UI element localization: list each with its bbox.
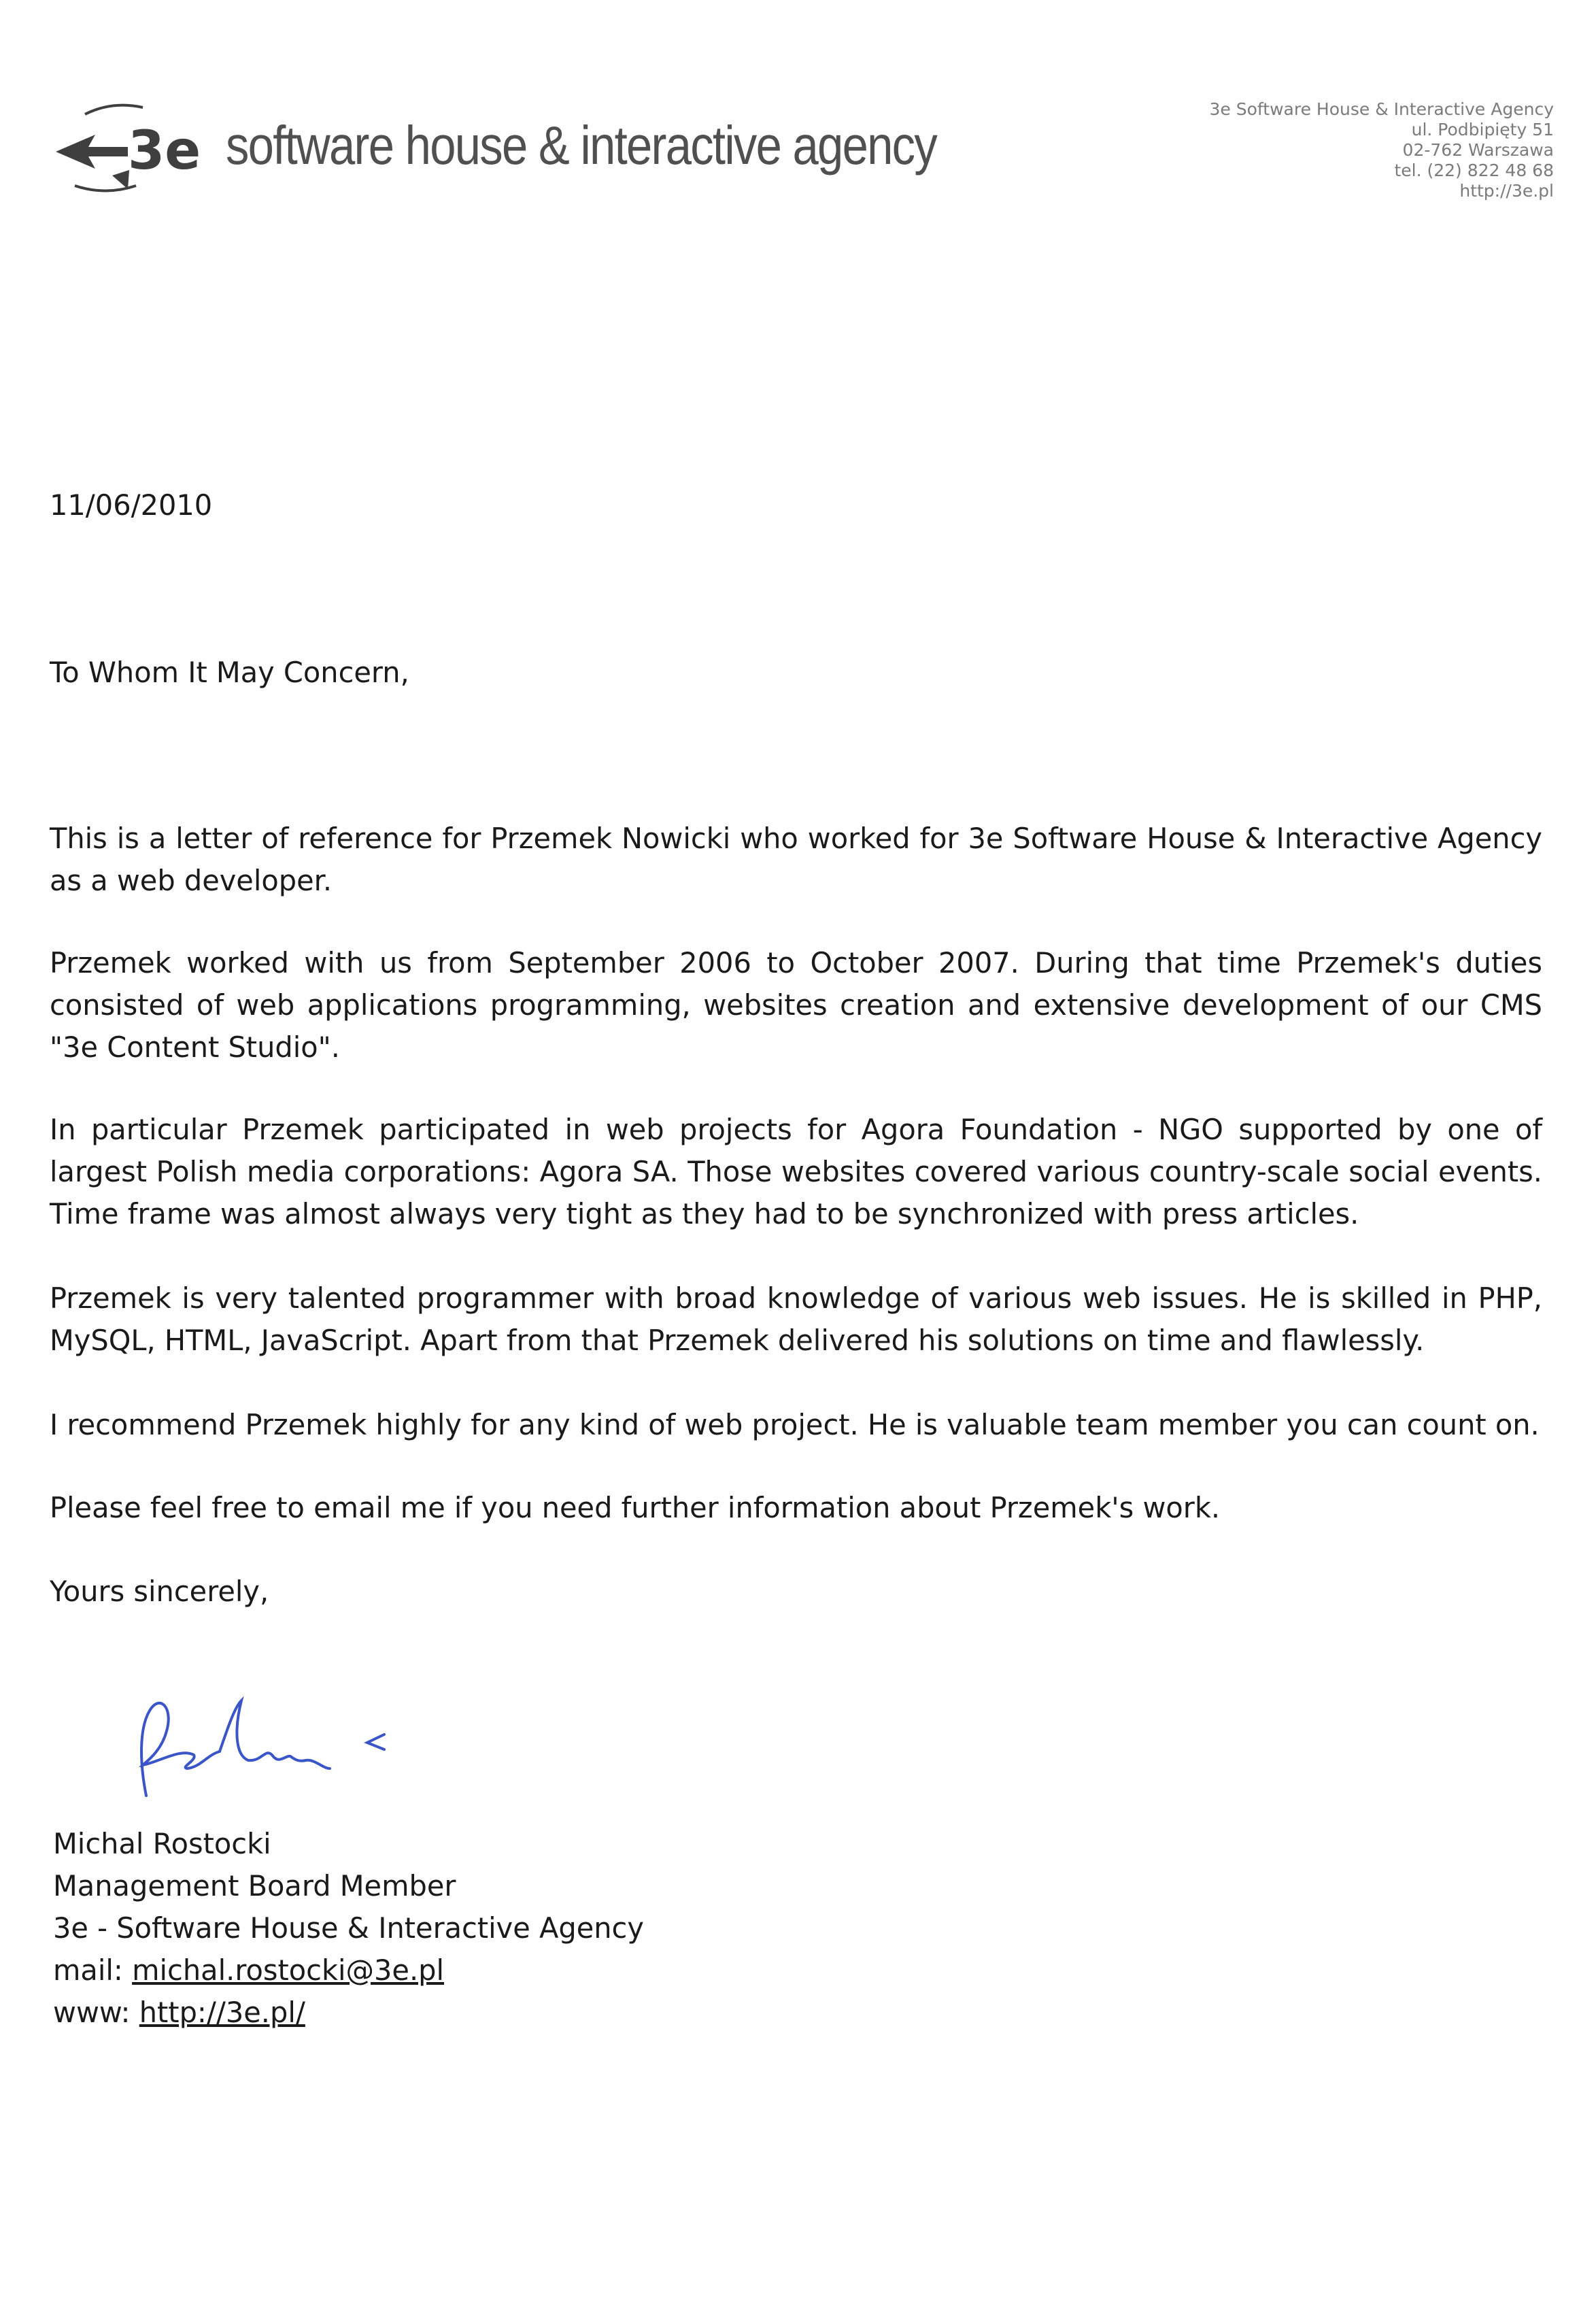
address-line: tel. (22) 822 48 68 — [1394, 161, 1554, 180]
address-line: 02-762 Warszawa — [1402, 140, 1554, 160]
paragraph-employment: Przemek worked with us from September 2006 to October 2007. During that time Przemek's duties consisted of web applications programming, websites creation and extensive development of our CMS "3e Content Studio". — [50, 946, 1542, 1064]
3e-logo-icon — [48, 94, 211, 196]
letter-date: 11/06/2010 — [50, 488, 213, 522]
signatory-title: Management Board Member — [53, 1869, 456, 1902]
www-label: www: — [53, 1996, 139, 2029]
paragraph-skills: Przemek is very talented programmer with broad knowledge of various web issues. He is skilled in PHP, MySQL, HTML, JavaScript. Apart from that Przemek delivered his solutions on time and flawlessly. — [50, 1281, 1542, 1357]
handwritten-signature — [133, 1680, 418, 1816]
salutation: To Whom It May Concern, — [50, 656, 409, 689]
signatory-block — [53, 1823, 644, 2034]
company-address — [1210, 99, 1554, 201]
address-line: 3e Software House & Interactive Agency — [1209, 99, 1554, 119]
letterhead-logo — [48, 94, 937, 203]
signatory-company: 3e - Software House & Interactive Agency — [53, 1911, 644, 1945]
mail-link[interactable]: michal.rostocki@3e.pl — [132, 1954, 445, 1987]
address-line: http://3e.pl — [1459, 181, 1554, 201]
paragraph-intro: This is a letter of reference for Przemek Nowicki who worked for 3e Software House & Interactive Agency as a web developer. — [50, 822, 1542, 897]
paragraph-contact: Please feel free to email me if you need further information about Przemek's work. — [50, 1491, 1221, 1524]
logo-tagline: software house & interactive agency — [226, 115, 937, 175]
address-line: ul. Podbipięty 51 — [1411, 120, 1554, 139]
paragraph-recommendation: I recommend Przemek highly for any kind of web project. He is valuable team member you can count on. — [50, 1408, 1540, 1441]
mail-label: mail: — [53, 1954, 133, 1987]
paragraph-projects: In particular Przemek participated in web projects for Agora Foundation - NGO supported by one of largest Polish media corporations: Agora SA. Those websites covered various country-scale social events. Time frame was almost always very tight as they had to be synchronized with press articles. — [50, 1113, 1542, 1230]
signatory-www-row — [53, 1992, 644, 2034]
www-link[interactable]: http://3e.pl/ — [139, 1996, 305, 2029]
logo-wordmark: 3e — [128, 120, 201, 182]
signatory-name: Michal Rostocki — [53, 1827, 271, 1860]
closing: Yours sincerely, — [50, 1575, 269, 1608]
signatory-mail-row — [53, 1949, 644, 1992]
